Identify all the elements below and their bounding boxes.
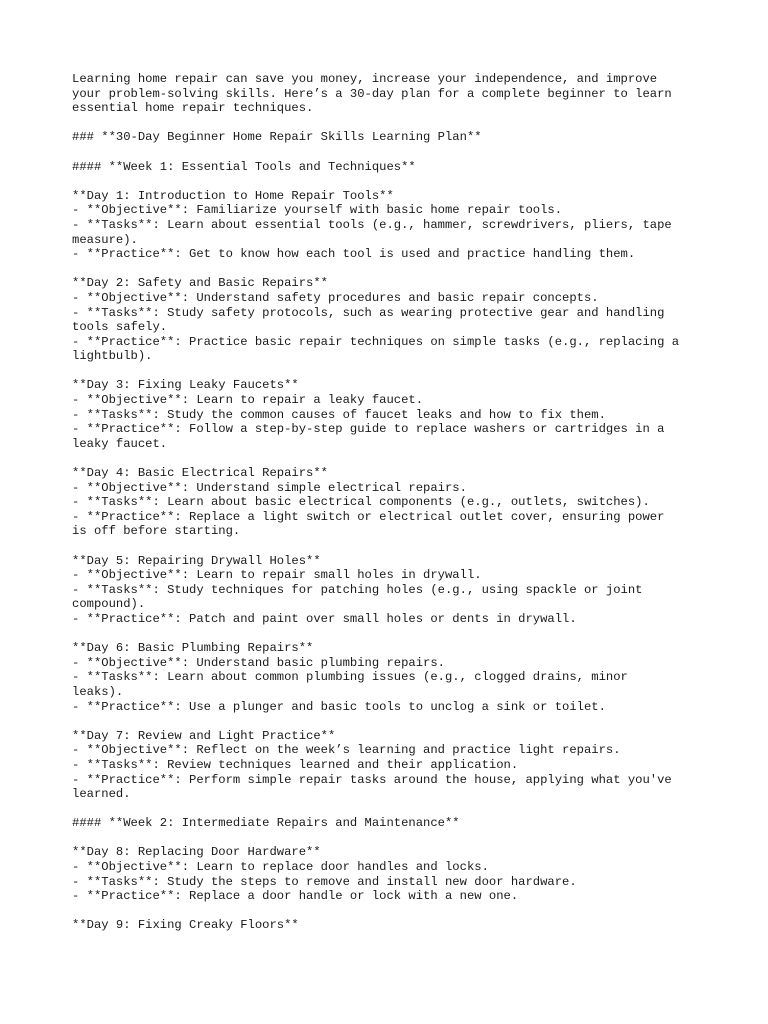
day-heading: **Day 7: Review and Light Practice** (72, 728, 336, 743)
day-heading: **Day 8: Replacing Door Hardware** (72, 845, 321, 860)
bullet-line: - **Objective**: Learn to repair small holes in drywall. (72, 568, 482, 583)
body-line: your problem-solving skills. Here’s a 30-day plan for a complete beginner to learn (72, 86, 672, 101)
bullet-line: - **Tasks**: Learn about common plumbing issues (e.g., clogged drains, minor (72, 670, 628, 685)
bullet-line: - **Objective**: Learn to repair a leaky faucet. (72, 393, 424, 408)
bullet-line: - **Tasks**: Review techniques learned and their application. (72, 757, 519, 772)
blank-line (72, 714, 712, 729)
blank-line (72, 627, 712, 642)
bullet-line: - **Tasks**: Study safety protocols, such as wearing protective gear and handling (72, 305, 665, 320)
bullet-line: - **Tasks**: Study techniques for patching holes (e.g., using spackle or joint (72, 582, 643, 597)
bullet-line: - **Practice**: Get to know how each tool is used and practice handling them. (72, 247, 636, 262)
blank-line (72, 831, 712, 846)
blank-line (72, 451, 712, 466)
body-line: compound). (72, 597, 146, 612)
plan-title: ### **30-Day Beginner Home Repair Skills Learning Plan** (72, 130, 482, 145)
body-line: essential home repair techniques. (72, 101, 314, 116)
day-heading: **Day 4: Basic Electrical Repairs** (72, 466, 328, 481)
bullet-line: - **Objective**: Learn to replace door handles and locks. (72, 860, 489, 875)
day-heading: **Day 9: Fixing Creaky Floors** (72, 918, 299, 933)
day-heading: **Day 1: Introduction to Home Repair Tools** (72, 188, 394, 203)
bullet-line: - **Practice**: Replace a light switch or electrical outlet cover, ensuring power (72, 509, 665, 524)
bullet-line: - **Practice**: Practice basic repair techniques on simple tasks (e.g., replacing a (72, 334, 680, 349)
body-line: measure). (72, 232, 138, 247)
blank-line (72, 904, 712, 919)
body-line: Learning home repair can save you money, increase your independence, and improve (72, 72, 658, 86)
bullet-line: - **Practice**: Perform simple repair tasks around the house, applying what you've (72, 772, 672, 787)
day-heading: **Day 6: Basic Plumbing Repairs** (72, 641, 314, 656)
bullet-line: - **Objective**: Understand safety procedures and basic repair concepts. (72, 290, 599, 305)
bullet-line: - **Objective**: Understand simple electrical repairs. (72, 480, 467, 495)
blank-line (72, 262, 712, 277)
bullet-line: - **Objective**: Understand basic plumbing repairs. (72, 655, 445, 670)
blank-line (72, 364, 712, 379)
blank-line (72, 116, 712, 131)
blank-line (72, 145, 712, 160)
blank-line (72, 539, 712, 554)
bullet-line: - **Tasks**: Learn about basic electrical components (e.g., outlets, switches). (72, 495, 650, 510)
blank-line (72, 174, 712, 189)
body-line: learned. (72, 787, 131, 802)
bullet-line: - **Tasks**: Study the common causes of faucet leaks and how to fix them. (72, 407, 606, 422)
bullet-line: - **Practice**: Follow a step-by-step guide to replace washers or cartridges in a (72, 422, 665, 437)
document-page (72, 72, 712, 933)
body-line: is off before starting. (72, 524, 241, 539)
day-heading: **Day 5: Repairing Drywall Holes** (72, 553, 321, 568)
body-line: leaky faucet. (72, 436, 168, 451)
body-line: leaks). (72, 684, 124, 699)
bullet-line: - **Tasks**: Learn about essential tools (e.g., hammer, screwdrivers, pliers, tape (72, 217, 672, 232)
bullet-line: - **Practice**: Use a plunger and basic tools to unclog a sink or toilet. (72, 699, 606, 714)
bullet-line: - **Practice**: Patch and paint over small holes or dents in drywall. (72, 611, 577, 626)
week-heading: #### **Week 2: Intermediate Repairs and Maintenance** (72, 816, 460, 831)
bullet-line: - **Practice**: Replace a door handle or lock with a new one. (72, 889, 519, 904)
week-heading: #### **Week 1: Essential Tools and Techniques** (72, 159, 416, 174)
day-heading: **Day 3: Fixing Leaky Faucets** (72, 378, 299, 393)
day-heading: **Day 2: Safety and Basic Repairs** (72, 276, 328, 291)
body-line: tools safely. (72, 320, 168, 335)
bullet-line: - **Objective**: Familiarize yourself with basic home repair tools. (72, 203, 563, 218)
bullet-line: - **Objective**: Reflect on the week’s learning and practice light repairs. (72, 743, 621, 758)
blank-line (72, 802, 712, 817)
bullet-line: - **Tasks**: Study the steps to remove and install new door hardware. (72, 874, 577, 889)
body-line: lightbulb). (72, 349, 153, 364)
